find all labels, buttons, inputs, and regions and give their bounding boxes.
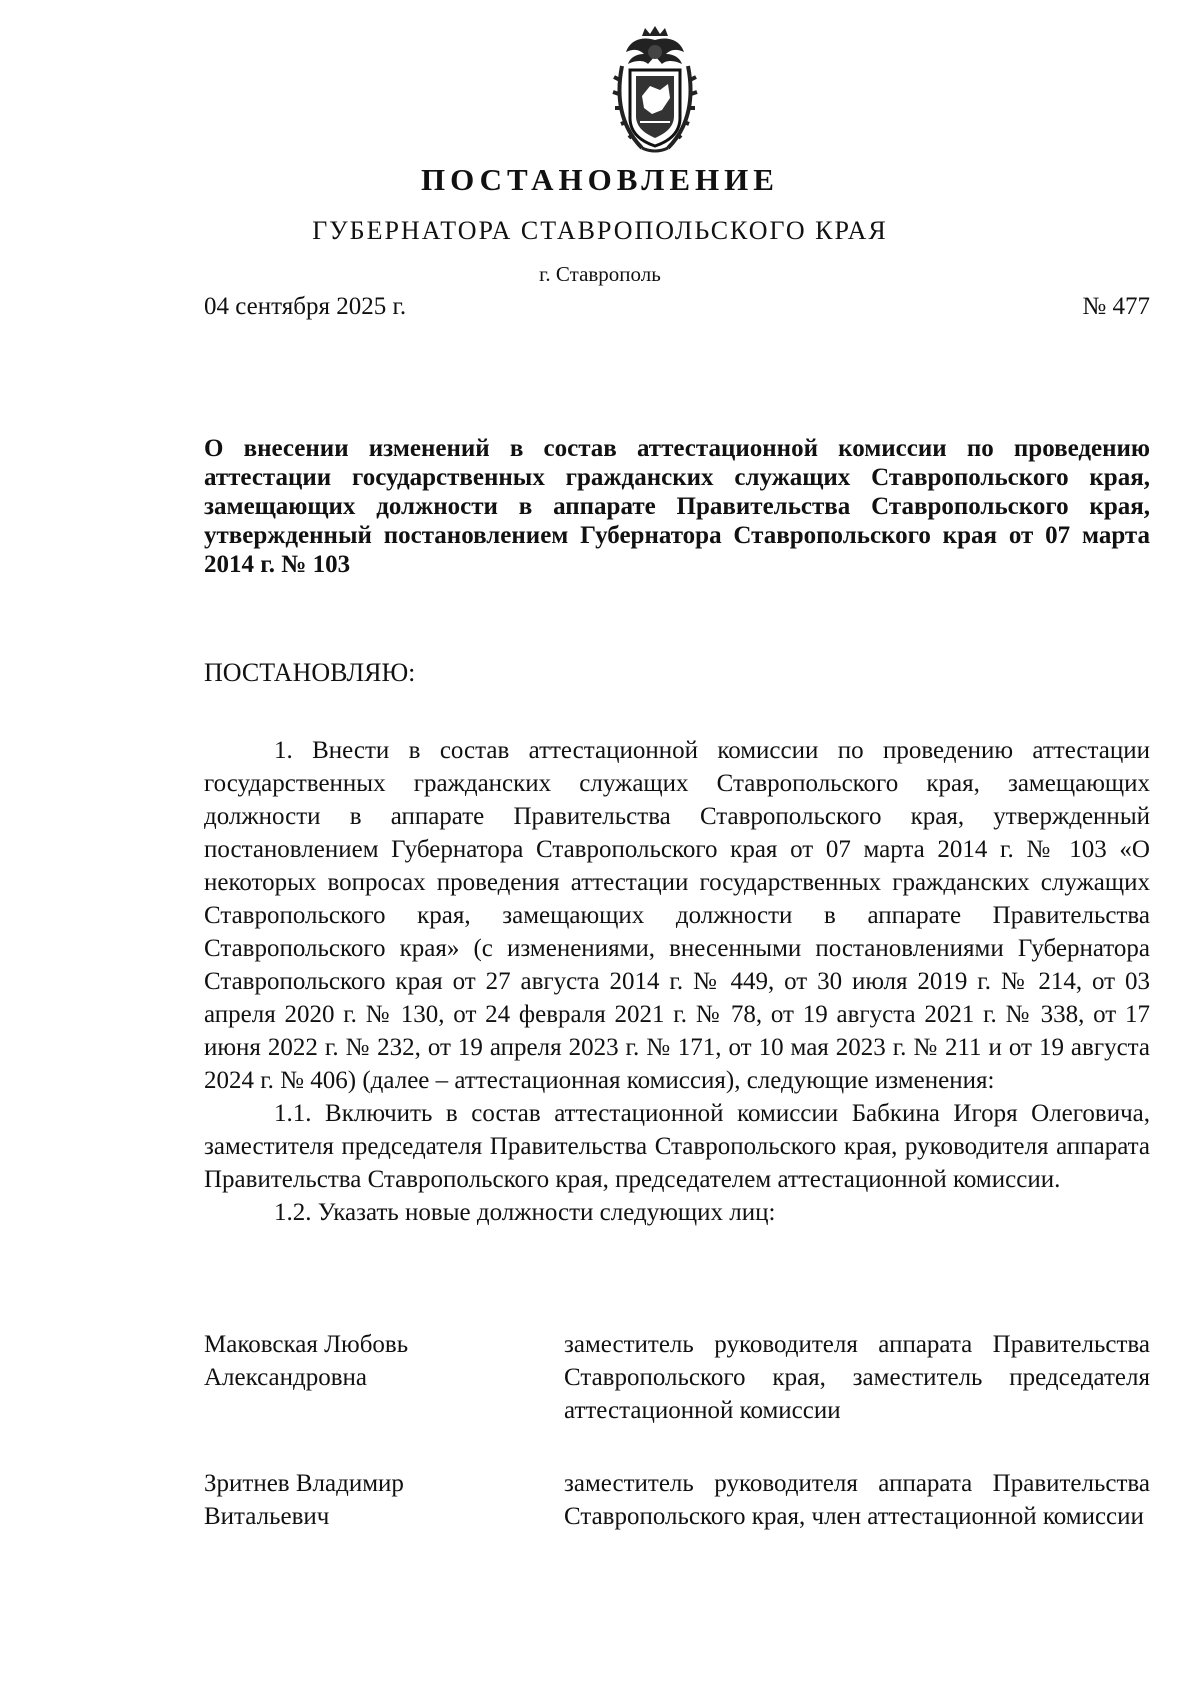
document-title xyxy=(204,434,1150,579)
persons-list xyxy=(204,1328,1150,1573)
document-body xyxy=(204,734,1150,1229)
person-name-line: Маковская Любовь xyxy=(204,1331,409,1358)
document-type-heading: ПОСТАНОВЛЕНИЕ xyxy=(421,162,779,197)
person-name-line: Зритнев Владимир xyxy=(204,1470,404,1497)
person-name-line: Александровна xyxy=(204,1364,368,1391)
person-entry xyxy=(204,1328,1150,1427)
person-entry xyxy=(204,1467,1150,1533)
person-name xyxy=(204,1328,564,1427)
document-title-text: О внесении изменений в состав аттестационной комиссии по проведению аттестации государственных гражданских служащих Ставропольского края, замещающих должности в аппарате Правительства Ставропольского края, утвержденный постановлением Губернатора Ставропольского края от 07 марта 2014 г. № 103 xyxy=(204,435,1150,578)
person-name-line: Витальевич xyxy=(204,1503,330,1530)
issuer-heading: ГУБЕРНАТОРА СТАВРОПОЛЬСКОГО КРАЯ xyxy=(312,216,888,245)
city-label: г. Ставрополь xyxy=(539,262,661,286)
paragraph-1-1: 1.1. Включить в состав аттестационной комиссии Бабкина Игоря Олеговича, заместителя председателя Правительства Ставропольского края, руководителя аппарата Правительства Ставропольского края, председателем аттестационной комиссии. xyxy=(204,1100,1150,1193)
person-name xyxy=(204,1467,564,1533)
document-date: 04 сентября 2025 г. xyxy=(204,293,407,320)
document-number: № 477 xyxy=(1082,293,1150,320)
stavropol-coat-of-arms-icon xyxy=(612,26,698,154)
person-role: заместитель руководителя аппарата Правительства Ставропольского края, член аттестационной комиссии xyxy=(564,1470,1150,1530)
person-role: заместитель руководителя аппарата Правительства Ставропольского края, заместитель председателя аттестационной комиссии xyxy=(564,1331,1150,1424)
paragraph-1: 1. Внести в состав аттестационной комиссии по проведению аттестации государственных гражданских служащих Ставропольского края, замещающих должности в аппарате Правительства Ставропольского края, утвержденный постановлением Губернатора Ставропольского края от 07 марта 2014 г. № 103 «О некоторых вопросах проведения аттестации государственных гражданских служащих Ставропольского края, замещающих должности в аппарате Правительства Ставропольского края» (с изменениями, внесенными постановлениями Губернатора Ставропольского края от 27 августа 2014 г. № 449, от 30 июля 2019 г. № 214, от 03 апреля 2020 г. № 130, от 24 февраля 2021 г. № 78, от 19 августа 2021 г. № 338, от 17 июня 2022 г. № 232, от 19 апреля 2023 г. № 171, от 10 мая 2023 г. № 211 и от 19 августа 2024 г. № 406) (далее – аттестационная комиссия), следующие изменения: xyxy=(204,737,1150,1094)
resolve-heading: ПОСТАНОВЛЯЮ: xyxy=(204,658,416,687)
paragraph-1-2: 1.2. Указать новые должности следующих лиц: xyxy=(274,1199,776,1226)
